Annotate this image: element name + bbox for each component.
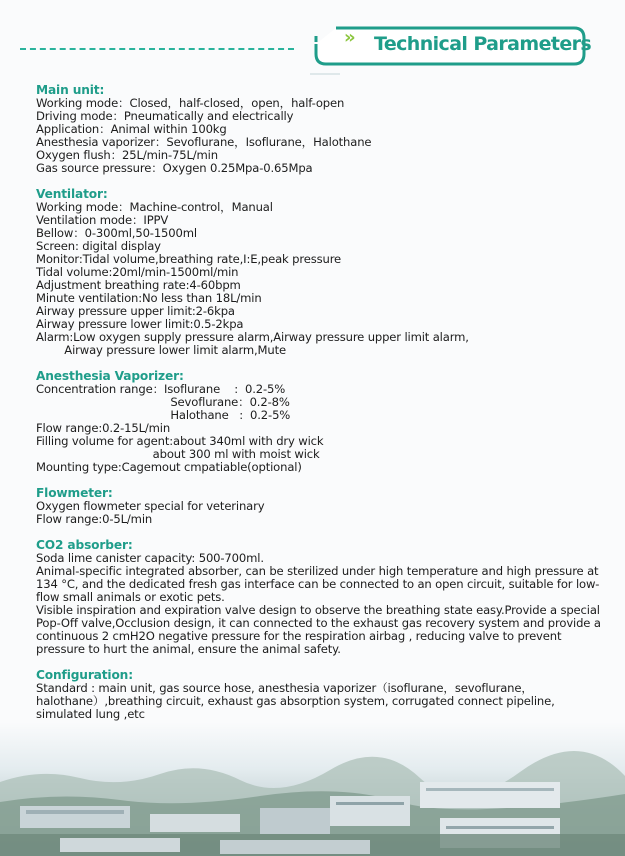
spec-line: Application：Animal within 100kg <box>36 122 227 136</box>
spec-line: about 300 ml with moist wick <box>36 447 320 461</box>
spec-line: Working mode：Closed，half-closed，open，half-open <box>36 96 345 110</box>
page-title: Technical Parameters <box>374 33 592 55</box>
section-title: CO2 absorber: <box>36 538 133 552</box>
spec-line: Screen: digital display <box>36 239 161 253</box>
spec-line: Monitor:Tidal volume,breathing rate,I:E,peak pressure <box>36 252 342 266</box>
spec-line: Halothane : 0.2-5% <box>36 408 291 422</box>
spec-paragraph: Standard : main unit, gas source hose, anesthesia vaporizer（isoflurane，sevoflurane，halothane）,breathing circuit, exhaust gas absorption system, corrugated connect pipeline, simulated lung ,etc <box>36 681 555 721</box>
section-flowmeter <box>36 487 606 526</box>
spec-line: Working mode：Machine-control，Manual <box>36 200 273 214</box>
spec-line: Flow range:0.2-15L/min <box>36 421 171 435</box>
spec-line: Gas source pressure：Oxygen 0.25Mpa-0.65Mpa <box>36 161 313 175</box>
spec-line: Tidal volume:20ml/min-1500ml/min <box>36 265 239 279</box>
spec-line: Soda lime canister capacity: 500-700ml. <box>36 551 264 565</box>
section-title: Anesthesia Vaporizer: <box>36 369 184 383</box>
title-banner <box>312 24 592 70</box>
spec-line: Airway pressure lower limit alarm,Mute <box>36 343 286 357</box>
spec-line: Filling volume for agent:about 340ml with dry wick <box>36 434 324 448</box>
double-arrow-icon: » <box>344 27 356 48</box>
section-main-unit <box>36 84 606 175</box>
section-title: Main unit: <box>36 83 105 97</box>
section-co2-absorber <box>36 539 606 656</box>
banner-underline <box>310 73 340 75</box>
factory-aerial-image <box>0 722 625 856</box>
spec-paragraph: Animal-specific integrated absorber, can be sterilized under high temperature and high pressure at 134 °C, and the dedicated fresh gas interface can be connected to an open circuit, suitable for low-flow small animals or exotic pets. <box>36 564 600 604</box>
section-configuration <box>36 669 606 721</box>
spec-line: Concentration range：Isoflurane : 0.2-5% <box>36 382 286 396</box>
spec-paragraph: Visible inspiration and expiration valve design to observe the breathing state easy.Provide a special Pop-Off valve,Occlusion design, it can connected to the exhaust gas recovery system and provide a continuous 2 cmH2O negative pressure for the respiration airbag , reducing valve to prevent pressure to hurt the animal, ensure the animal safety. <box>36 603 601 656</box>
section-title: Ventilator: <box>36 187 108 201</box>
parameters-content <box>36 84 606 734</box>
spec-line: Airway pressure upper limit:2-6kpa <box>36 304 235 318</box>
spec-line: Sevoflurane：0.2-8% <box>36 395 290 409</box>
section-vaporizer <box>36 370 606 474</box>
spec-line: Alarm:Low oxygen supply pressure alarm,Airway pressure upper limit alarm, <box>36 330 469 344</box>
spec-line: Bellow：0-300ml,50-1500ml <box>36 226 197 240</box>
header-dashed-line <box>20 48 294 50</box>
spec-line: Mounting type:Cagemout cmpatiable(optional) <box>36 460 302 474</box>
spec-line: Airway pressure lower limit:0.5-2kpa <box>36 317 244 331</box>
spec-line: Adjustment breathing rate:4-60bpm <box>36 278 241 292</box>
spec-line: Minute ventilation:No less than 18L/min <box>36 291 262 305</box>
section-title: Flowmeter: <box>36 486 113 500</box>
section-title: Configuration: <box>36 668 133 682</box>
spec-line: Driving mode：Pneumatically and electrically <box>36 109 294 123</box>
spec-line: Oxygen flowmeter special for veterinary <box>36 499 265 513</box>
spec-line: Ventilation mode：IPPV <box>36 213 169 227</box>
spec-line: Anesthesia vaporizer：Sevoflurane，Isoflurane，Halothane <box>36 135 372 149</box>
spec-line: Flow range:0-5L/min <box>36 512 153 526</box>
section-ventilator <box>36 188 606 357</box>
spec-line: Oxygen flush：25L/min-75L/min <box>36 148 218 162</box>
